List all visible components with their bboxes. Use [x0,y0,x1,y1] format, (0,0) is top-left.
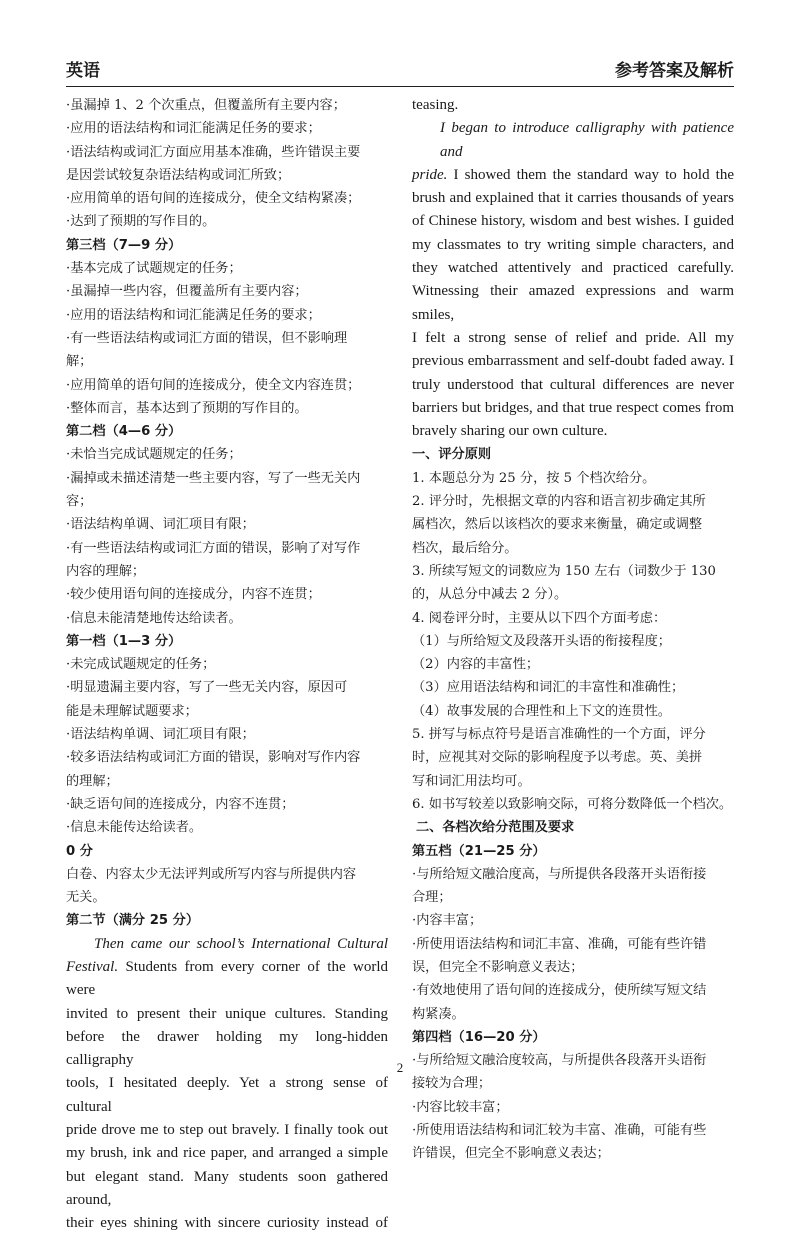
grade-2-heading: 第二档（4—6 分） [66,424,182,440]
principle-line: 4. 阅卷评分时，主要从以下四个方面考虑： [412,610,667,626]
grade-1-heading: 第一档（1—3 分） [66,633,182,649]
criteria-line: ·语法结构单调、词汇项目有限； [66,727,255,743]
criteria-line: ·整体而言，基本达到了预期的写作目的。 [66,400,308,416]
criteria-line: ·内容丰富； [412,913,483,929]
criteria-line: ·应用简单的语句间的连接成分，使全文内容连贯； [66,377,361,393]
principle-line: 的，从总分中减去 2 分）。 [412,587,568,603]
essay-opening-sentence-end: Festival. [66,958,119,975]
essay-line: before the drawer holding my long-hidden calligraphy [66,1028,388,1069]
criteria-line: ·语法结构或词汇方面应用基本准确，些许错误主要 [66,144,361,160]
criteria-line: ·与所给短文融洽度高，与所提供各段落开头语衔接 [412,866,707,882]
essay-line [412,164,734,187]
criteria-line: 的理解； [66,773,119,789]
criteria-line: ·基本完成了试题规定的任务； [66,261,242,277]
page-header [66,56,734,87]
essay-line: tools, I hesitated deeply. Yet a strong sense of cultural [66,1075,388,1115]
essay-line: previous embarrassment and self-doubt faded away. I [412,353,734,370]
scoring-principles-heading: 一、评分原则 [412,447,492,463]
essay-line: but elegant stand. Many students soon gathered around, [66,1168,388,1208]
section-label: 参考答案及解析 [615,61,734,81]
criteria-line: ·未恰当完成试题规定的任务； [66,447,242,463]
essay-text: Students from every corner of the world were [66,958,388,999]
criteria-line: ·有一些语法结构或词汇方面的错误，影响了对写作 [66,540,361,556]
principle-line: 2. 评分时，先根据文章的内容和语言初步确定其所 [412,494,706,510]
essay-line: my classmates to try writing simple characters, and [412,236,734,253]
criteria-line: ·明显遗漏主要内容，写了一些无关内容，原因可 [66,680,348,696]
criteria-line: 无关。 [66,890,106,906]
principle-line: （4）故事发展的合理性和上下文的连贯性。 [412,703,671,719]
essay-line [412,117,734,164]
criteria-line: ·较少使用语句间的连接成分，内容不连贯； [66,587,321,603]
essay-line: their eyes shining with sincere curiosity instead of [66,1215,388,1232]
grade-ranges-heading: 二、各档次给分范围及要求 [416,820,575,836]
essay-line [66,956,388,1003]
criteria-line: 容； [66,494,93,510]
essay-line: they watched attentively and practiced carefully. [412,260,734,277]
principle-line: 属档次，然后以该档次的要求来衡量，确定或调整 [412,517,703,533]
criteria-line: ·缺乏语句间的连接成分，内容不连贯； [66,796,295,812]
essay-line: truly understood that cultural differences are never [412,376,734,393]
section-2-heading: 第二节（满分 25 分） [66,913,200,929]
criteria-line: ·语法结构单调、词汇项目有限； [66,517,255,533]
principle-line: （1）与所给短文及段落开头语的衔接程度； [412,633,671,649]
principle-line: （3）应用语法结构和词汇的丰富性和准确性； [412,680,685,696]
principle-line: 1. 本题总分为 25 分，按 5 个档次给分。 [412,470,656,486]
criteria-line: ·较多语法结构或词汇方面的错误，影响对写作内容 [66,750,361,766]
criteria-line: ·与所给短文融洽度较高，与所提供各段落开头语衔 [412,1053,707,1069]
grade-4-heading: 第四档（16—20 分） [412,1029,546,1045]
right-column [412,94,734,1166]
essay-line: pride drove me to step out bravely. I finally took out [66,1122,388,1139]
essay-opening-sentence: Then came our school’s International Cultural [94,935,388,952]
essay-line: I felt a strong sense of relief and pride. All my [412,329,734,346]
essay-text: I showed them the standard way to hold the [447,166,734,183]
principle-line: 6. 如书写较差以致影响交际，可将分数降低一个档次。 [412,796,733,812]
criteria-line: 内容的理解； [66,563,146,579]
criteria-line: 接较为合理； [412,1076,492,1092]
criteria-line: ·内容比较丰富； [412,1099,509,1115]
criteria-line: ·虽漏掉 1、2 个次重点，但覆盖所有主要内容； [66,98,346,113]
principle-line: 时，应视其对交际的影响程度予以考虑。英、美拼 [412,750,703,766]
criteria-line: 误，但完全不影响意义表达； [412,959,584,975]
criteria-line: ·有效地使用了语句间的连接成分，使所续写短文结 [412,983,707,999]
essay-line: invited to present their unique cultures. Standing [66,1005,388,1022]
criteria-line: ·所使用语法结构和词汇较为丰富、准确，可能有些 [412,1123,707,1139]
criteria-line: ·信息未能清楚地传达给读者。 [66,610,242,626]
grade-5-heading: 第五档（21—25 分） [412,843,546,859]
subject-label: 英语 [66,61,100,81]
criteria-line: ·信息未能传达给读者。 [66,820,203,836]
essay-line: my brush, ink and rice paper, and arranged a simple [66,1145,388,1162]
criteria-line: 合理； [412,890,452,906]
principle-line: 5. 拼写与标点符号是语言准确性的一个方面，评分 [412,727,706,743]
criteria-line: ·有一些语法结构或词汇方面的错误，但不影响理 [66,330,348,346]
criteria-line: 白卷、内容太少无法评判或所写内容与所提供内容 [66,866,357,882]
criteria-line: 解； [66,354,93,370]
grade-0-heading: 0 分 [66,843,93,859]
principle-line: 档次，最后给分。 [412,540,518,556]
essay-line: barriers but bridges, and that true respect comes from [412,399,734,416]
criteria-line: ·达到了预期的写作目的。 [66,214,216,230]
essay-line [66,933,388,956]
essay-line: brush and explained that it carries thousands of years [412,190,734,207]
criteria-line: ·虽漏掉一些内容，但覆盖所有主要内容； [66,284,308,300]
grade-3-heading: 第三档（7—9 分） [66,237,182,253]
essay-paragraph-opening: I began to introduce calligraphy with patience and [440,120,734,160]
criteria-line: ·未完成试题规定的任务； [66,657,216,673]
principle-line: 写和词汇用法均可。 [412,773,531,789]
criteria-line: ·所使用语法结构和词汇丰富、准确，可能有些许错 [412,936,707,952]
essay-line: teasing. [412,97,459,113]
criteria-line: ·应用的语法结构和词汇能满足任务的要求； [66,307,321,323]
essay-line: bravely sharing our own culture. [412,423,608,440]
criteria-line: 能是未理解试题要求； [66,703,198,719]
essay-line: Witnessing their amazed expressions and warm smiles, [412,283,734,323]
essay-paragraph-opening-end: pride. [412,166,448,183]
principle-line: 3. 所续写短文的词数应为 150 左右（词数少于 130 [412,563,716,579]
page-number: 2 [396,1060,404,1075]
criteria-line: ·漏掉或未描述清楚一些主要内容，写了一些无关内 [66,470,361,486]
criteria-line: ·应用的语法结构和词汇能满足任务的要求； [66,121,321,137]
criteria-line: 是因尝试较复杂语法结构或词汇所致； [66,167,291,183]
criteria-line: ·应用简单的语句间的连接成分，使全文结构紧凑； [66,191,361,207]
principle-line: （2）内容的丰富性； [412,657,540,673]
criteria-line: 构紧凑。 [412,1006,465,1022]
criteria-line: 许错误，但完全不影响意义表达； [412,1146,610,1162]
essay-line: of Chinese history, wisdom and best wishes. I guided [412,213,734,230]
